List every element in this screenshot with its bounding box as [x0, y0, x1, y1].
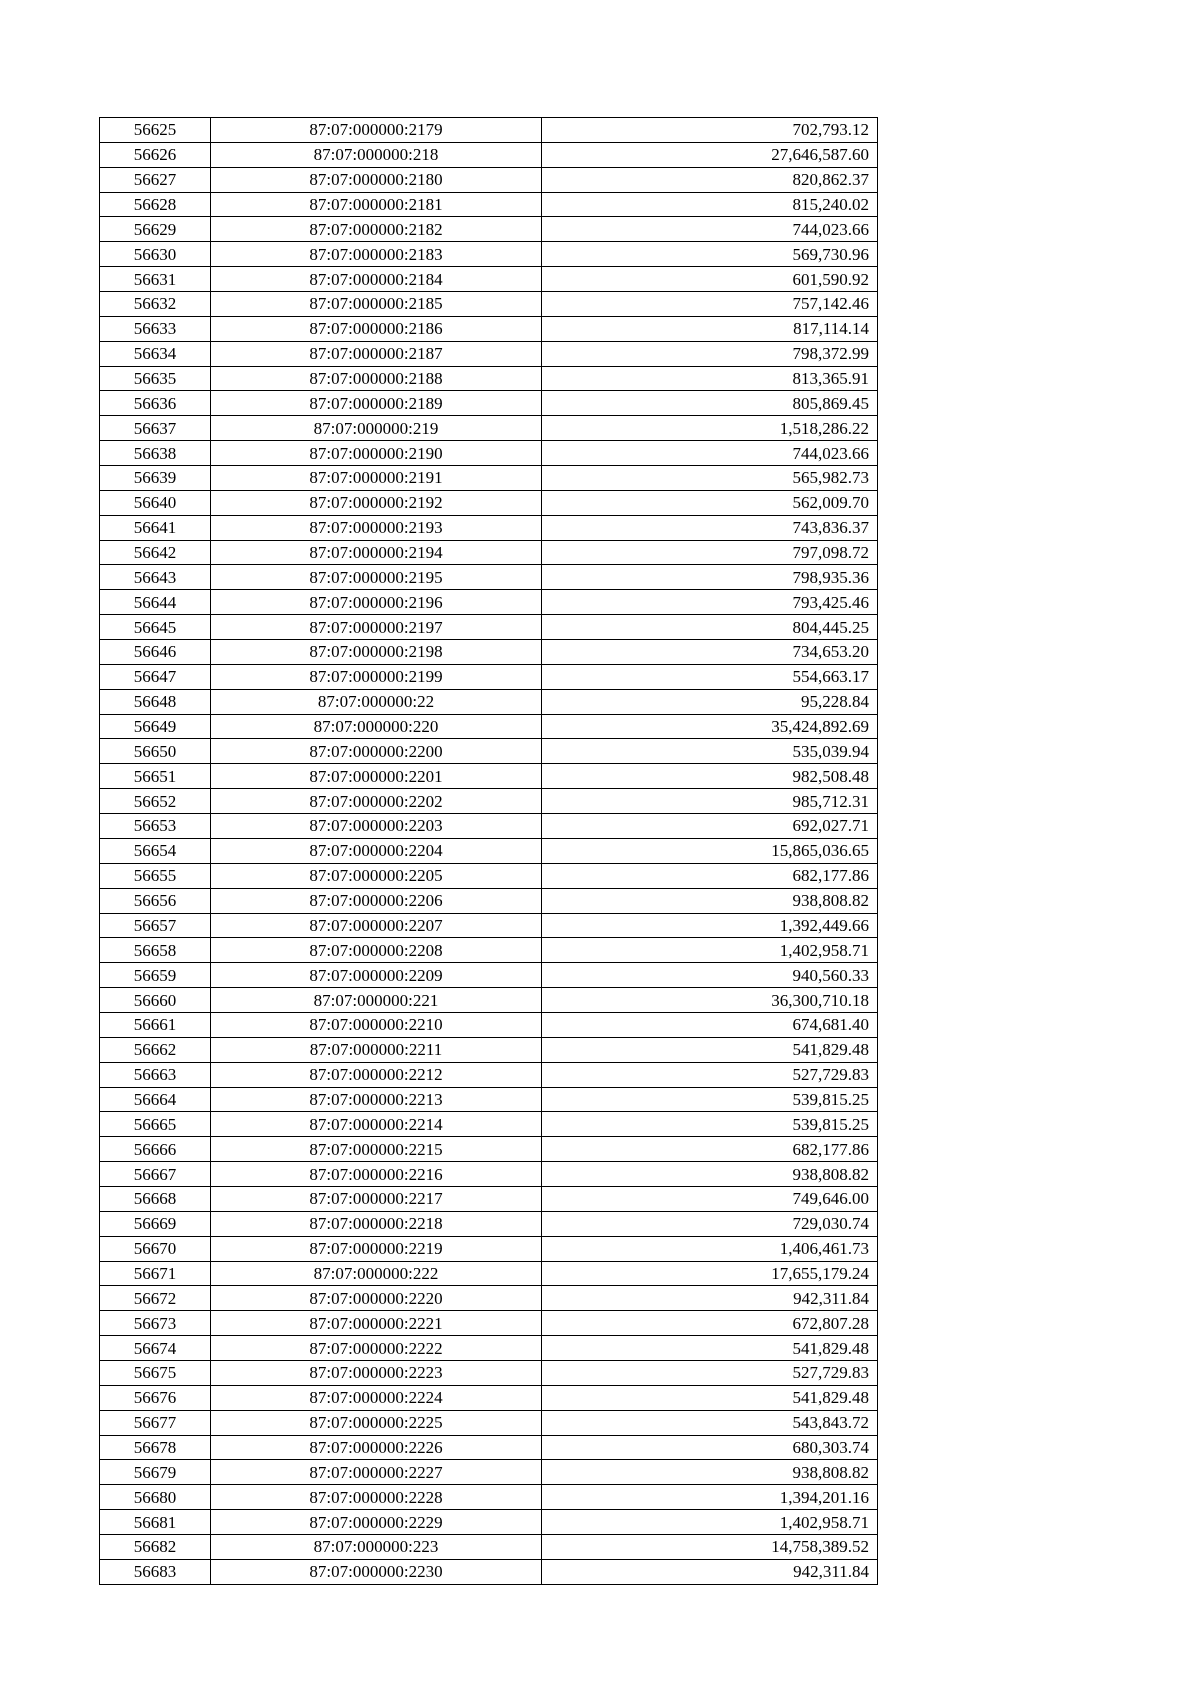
cadastral-number-cell: 87:07:000000:2189 [211, 391, 542, 416]
value-cell: 541,829.48 [542, 1037, 878, 1062]
row-number-cell: 56640 [100, 490, 211, 515]
cadastral-number-cell: 87:07:000000:2223 [211, 1360, 542, 1385]
table-row [100, 714, 878, 739]
cadastral-number-cell: 87:07:000000:2206 [211, 888, 542, 913]
value-cell: 601,590.92 [542, 267, 878, 292]
table-row [100, 142, 878, 167]
row-number-cell: 56633 [100, 316, 211, 341]
table-row [100, 789, 878, 814]
cadastral-number-cell: 87:07:000000:220 [211, 714, 542, 739]
table-row [100, 192, 878, 217]
value-cell: 682,177.86 [542, 863, 878, 888]
cadastral-number-cell: 87:07:000000:2200 [211, 739, 542, 764]
value-cell: 804,445.25 [542, 615, 878, 640]
table-row [100, 938, 878, 963]
table-row [100, 540, 878, 565]
table-row [100, 490, 878, 515]
table-row [100, 515, 878, 540]
row-number-cell: 56637 [100, 416, 211, 441]
row-number-cell: 56681 [100, 1510, 211, 1535]
table-row [100, 1534, 878, 1559]
value-cell: 942,311.84 [542, 1286, 878, 1311]
value-cell: 1,518,286.22 [542, 416, 878, 441]
cadastral-number-cell: 87:07:000000:2221 [211, 1311, 542, 1336]
value-cell: 541,829.48 [542, 1336, 878, 1361]
row-number-cell: 56652 [100, 789, 211, 814]
row-number-cell: 56644 [100, 590, 211, 615]
row-number-cell: 56639 [100, 466, 211, 491]
value-cell: 539,815.25 [542, 1112, 878, 1137]
table-row [100, 888, 878, 913]
row-number-cell: 56631 [100, 267, 211, 292]
cadastral-number-cell: 87:07:000000:2207 [211, 913, 542, 938]
value-cell: 541,829.48 [542, 1385, 878, 1410]
cadastral-number-cell: 87:07:000000:2209 [211, 963, 542, 988]
cadastral-number-cell: 87:07:000000:2215 [211, 1137, 542, 1162]
row-number-cell: 56653 [100, 814, 211, 839]
row-number-cell: 56636 [100, 391, 211, 416]
value-cell: 985,712.31 [542, 789, 878, 814]
value-cell: 942,311.84 [542, 1559, 878, 1584]
value-cell: 527,729.83 [542, 1360, 878, 1385]
value-cell: 749,646.00 [542, 1186, 878, 1211]
table-row [100, 739, 878, 764]
cadastral-number-cell: 87:07:000000:2181 [211, 192, 542, 217]
row-number-cell: 56649 [100, 714, 211, 739]
cadastral-number-cell: 87:07:000000:2226 [211, 1435, 542, 1460]
row-number-cell: 56650 [100, 739, 211, 764]
table-row [100, 1336, 878, 1361]
value-cell: 682,177.86 [542, 1137, 878, 1162]
value-cell: 27,646,587.60 [542, 142, 878, 167]
table-row [100, 1037, 878, 1062]
row-number-cell: 56678 [100, 1435, 211, 1460]
table-row [100, 1460, 878, 1485]
cadastral-number-cell: 87:07:000000:2213 [211, 1087, 542, 1112]
cadastral-number-cell: 87:07:000000:223 [211, 1534, 542, 1559]
table-row [100, 1137, 878, 1162]
row-number-cell: 56670 [100, 1236, 211, 1261]
value-cell: 729,030.74 [542, 1211, 878, 1236]
row-number-cell: 56659 [100, 963, 211, 988]
cadastral-number-cell: 87:07:000000:2201 [211, 764, 542, 789]
row-number-cell: 56676 [100, 1385, 211, 1410]
cadastral-number-cell: 87:07:000000:2195 [211, 565, 542, 590]
table-row [100, 1385, 878, 1410]
cadastral-number-cell: 87:07:000000:2212 [211, 1062, 542, 1087]
value-cell: 702,793.12 [542, 118, 878, 143]
value-cell: 798,372.99 [542, 341, 878, 366]
cadastral-number-cell: 87:07:000000:2204 [211, 838, 542, 863]
table-row [100, 1435, 878, 1460]
cadastral-number-cell: 87:07:000000:2210 [211, 1012, 542, 1037]
cadastral-number-cell: 87:07:000000:2216 [211, 1162, 542, 1187]
table-row [100, 118, 878, 143]
value-cell: 36,300,710.18 [542, 988, 878, 1013]
cadastral-number-cell: 87:07:000000:2183 [211, 242, 542, 267]
cadastral-number-cell: 87:07:000000:2219 [211, 1236, 542, 1261]
value-cell: 815,240.02 [542, 192, 878, 217]
row-number-cell: 56665 [100, 1112, 211, 1137]
cadastral-number-cell: 87:07:000000:2184 [211, 267, 542, 292]
table-row [100, 1360, 878, 1385]
row-number-cell: 56673 [100, 1311, 211, 1336]
cadastral-number-cell: 87:07:000000:2217 [211, 1186, 542, 1211]
cadastral-number-cell: 87:07:000000:2191 [211, 466, 542, 491]
table-row [100, 1186, 878, 1211]
table-row [100, 913, 878, 938]
cadastral-number-cell: 87:07:000000:2192 [211, 490, 542, 515]
table-row [100, 341, 878, 366]
value-cell: 554,663.17 [542, 664, 878, 689]
value-cell: 938,808.82 [542, 1460, 878, 1485]
table-row [100, 838, 878, 863]
cadastral-number-cell: 87:07:000000:2202 [211, 789, 542, 814]
row-number-cell: 56682 [100, 1534, 211, 1559]
cadastral-number-cell: 87:07:000000:2229 [211, 1510, 542, 1535]
row-number-cell: 56638 [100, 441, 211, 466]
table-row [100, 1112, 878, 1137]
table-row [100, 1261, 878, 1286]
value-cell: 543,843.72 [542, 1410, 878, 1435]
table-row [100, 391, 878, 416]
table-row [100, 1236, 878, 1261]
value-cell: 820,862.37 [542, 167, 878, 192]
cadastral-number-cell: 87:07:000000:2218 [211, 1211, 542, 1236]
cadastral-number-cell: 87:07:000000:2224 [211, 1385, 542, 1410]
table-row [100, 689, 878, 714]
row-number-cell: 56629 [100, 217, 211, 242]
value-cell: 527,729.83 [542, 1062, 878, 1087]
value-cell: 940,560.33 [542, 963, 878, 988]
row-number-cell: 56651 [100, 764, 211, 789]
cadastral-number-cell: 87:07:000000:2179 [211, 118, 542, 143]
cadastral-number-cell: 87:07:000000:2198 [211, 640, 542, 665]
value-cell: 1,394,201.16 [542, 1485, 878, 1510]
value-cell: 793,425.46 [542, 590, 878, 615]
row-number-cell: 56625 [100, 118, 211, 143]
table-row [100, 217, 878, 242]
table-row [100, 1012, 878, 1037]
row-number-cell: 56655 [100, 863, 211, 888]
row-number-cell: 56657 [100, 913, 211, 938]
value-cell: 757,142.46 [542, 292, 878, 317]
value-cell: 539,815.25 [542, 1087, 878, 1112]
table-row [100, 1510, 878, 1535]
table-row [100, 366, 878, 391]
table-row [100, 1311, 878, 1336]
value-cell: 565,982.73 [542, 466, 878, 491]
table-row [100, 316, 878, 341]
value-cell: 569,730.96 [542, 242, 878, 267]
row-number-cell: 56669 [100, 1211, 211, 1236]
row-number-cell: 56679 [100, 1460, 211, 1485]
row-number-cell: 56680 [100, 1485, 211, 1510]
cadastral-number-cell: 87:07:000000:2208 [211, 938, 542, 963]
row-number-cell: 56675 [100, 1360, 211, 1385]
table-row [100, 1162, 878, 1187]
cadastral-number-cell: 87:07:000000:2187 [211, 341, 542, 366]
table-row [100, 988, 878, 1013]
table-row [100, 1087, 878, 1112]
cadastral-number-cell: 87:07:000000:218 [211, 142, 542, 167]
table-row [100, 1485, 878, 1510]
table-row [100, 615, 878, 640]
row-number-cell: 56630 [100, 242, 211, 267]
row-number-cell: 56648 [100, 689, 211, 714]
table-row [100, 242, 878, 267]
row-number-cell: 56627 [100, 167, 211, 192]
row-number-cell: 56647 [100, 664, 211, 689]
value-cell: 14,758,389.52 [542, 1534, 878, 1559]
cadastral-number-cell: 87:07:000000:2186 [211, 316, 542, 341]
value-cell: 744,023.66 [542, 217, 878, 242]
table-row [100, 466, 878, 491]
table-row [100, 814, 878, 839]
value-cell: 692,027.71 [542, 814, 878, 839]
table-row [100, 963, 878, 988]
cadastral-number-cell: 87:07:000000:2214 [211, 1112, 542, 1137]
row-number-cell: 56677 [100, 1410, 211, 1435]
row-number-cell: 56664 [100, 1087, 211, 1112]
cadastral-number-cell: 87:07:000000:22 [211, 689, 542, 714]
row-number-cell: 56635 [100, 366, 211, 391]
value-cell: 797,098.72 [542, 540, 878, 565]
cadastral-number-cell: 87:07:000000:221 [211, 988, 542, 1013]
row-number-cell: 56663 [100, 1062, 211, 1087]
table-row [100, 664, 878, 689]
row-number-cell: 56674 [100, 1336, 211, 1361]
table-row [100, 565, 878, 590]
cadastral-number-cell: 87:07:000000:2228 [211, 1485, 542, 1510]
value-cell: 15,865,036.65 [542, 838, 878, 863]
table-body [100, 118, 878, 1585]
value-cell: 938,808.82 [542, 888, 878, 913]
value-cell: 817,114.14 [542, 316, 878, 341]
table-row [100, 267, 878, 292]
cadastral-number-cell: 87:07:000000:2197 [211, 615, 542, 640]
value-cell: 798,935.36 [542, 565, 878, 590]
table-row [100, 590, 878, 615]
cadastral-number-cell: 87:07:000000:2182 [211, 217, 542, 242]
cadastral-number-cell: 87:07:000000:2225 [211, 1410, 542, 1435]
table-row [100, 1211, 878, 1236]
value-cell: 734,653.20 [542, 640, 878, 665]
value-cell: 674,681.40 [542, 1012, 878, 1037]
row-number-cell: 56683 [100, 1559, 211, 1584]
row-number-cell: 56667 [100, 1162, 211, 1187]
row-number-cell: 56672 [100, 1286, 211, 1311]
table-row [100, 1286, 878, 1311]
row-number-cell: 56646 [100, 640, 211, 665]
row-number-cell: 56641 [100, 515, 211, 540]
cadastral-number-cell: 87:07:000000:2185 [211, 292, 542, 317]
row-number-cell: 56628 [100, 192, 211, 217]
cadastral-number-cell: 87:07:000000:2230 [211, 1559, 542, 1584]
row-number-cell: 56643 [100, 565, 211, 590]
table-row [100, 863, 878, 888]
value-cell: 562,009.70 [542, 490, 878, 515]
table-row [100, 640, 878, 665]
cadastral-number-cell: 87:07:000000:222 [211, 1261, 542, 1286]
value-cell: 95,228.84 [542, 689, 878, 714]
row-number-cell: 56658 [100, 938, 211, 963]
row-number-cell: 56654 [100, 838, 211, 863]
table-row [100, 292, 878, 317]
cadastral-number-cell: 87:07:000000:2180 [211, 167, 542, 192]
row-number-cell: 56661 [100, 1012, 211, 1037]
table-row [100, 416, 878, 441]
value-cell: 813,365.91 [542, 366, 878, 391]
value-cell: 938,808.82 [542, 1162, 878, 1187]
table-row [100, 1559, 878, 1584]
table-row [100, 1062, 878, 1087]
row-number-cell: 56642 [100, 540, 211, 565]
row-number-cell: 56660 [100, 988, 211, 1013]
cadastral-number-cell: 87:07:000000:2222 [211, 1336, 542, 1361]
cadastral-number-cell: 87:07:000000:2190 [211, 441, 542, 466]
row-number-cell: 56668 [100, 1186, 211, 1211]
table-row [100, 1410, 878, 1435]
cadastral-number-cell: 87:07:000000:2205 [211, 863, 542, 888]
row-number-cell: 56632 [100, 292, 211, 317]
cadastral-number-cell: 87:07:000000:219 [211, 416, 542, 441]
value-cell: 982,508.48 [542, 764, 878, 789]
value-cell: 1,392,449.66 [542, 913, 878, 938]
value-cell: 805,869.45 [542, 391, 878, 416]
cadastral-number-cell: 87:07:000000:2199 [211, 664, 542, 689]
row-number-cell: 56626 [100, 142, 211, 167]
value-cell: 680,303.74 [542, 1435, 878, 1460]
table-row [100, 441, 878, 466]
cadastral-number-cell: 87:07:000000:2227 [211, 1460, 542, 1485]
cadastral-number-cell: 87:07:000000:2193 [211, 515, 542, 540]
row-number-cell: 56662 [100, 1037, 211, 1062]
cadastral-number-cell: 87:07:000000:2203 [211, 814, 542, 839]
value-cell: 1,406,461.73 [542, 1236, 878, 1261]
row-number-cell: 56671 [100, 1261, 211, 1286]
row-number-cell: 56645 [100, 615, 211, 640]
cadastral-number-cell: 87:07:000000:2196 [211, 590, 542, 615]
value-cell: 743,836.37 [542, 515, 878, 540]
value-cell: 35,424,892.69 [542, 714, 878, 739]
value-cell: 1,402,958.71 [542, 938, 878, 963]
value-cell: 744,023.66 [542, 441, 878, 466]
table-row [100, 764, 878, 789]
cadastral-value-table [99, 117, 878, 1585]
value-cell: 17,655,179.24 [542, 1261, 878, 1286]
table-row [100, 167, 878, 192]
value-cell: 1,402,958.71 [542, 1510, 878, 1535]
row-number-cell: 56666 [100, 1137, 211, 1162]
cadastral-number-cell: 87:07:000000:2194 [211, 540, 542, 565]
row-number-cell: 56634 [100, 341, 211, 366]
cadastral-number-cell: 87:07:000000:2188 [211, 366, 542, 391]
row-number-cell: 56656 [100, 888, 211, 913]
value-cell: 672,807.28 [542, 1311, 878, 1336]
cadastral-number-cell: 87:07:000000:2211 [211, 1037, 542, 1062]
cadastral-number-cell: 87:07:000000:2220 [211, 1286, 542, 1311]
value-cell: 535,039.94 [542, 739, 878, 764]
